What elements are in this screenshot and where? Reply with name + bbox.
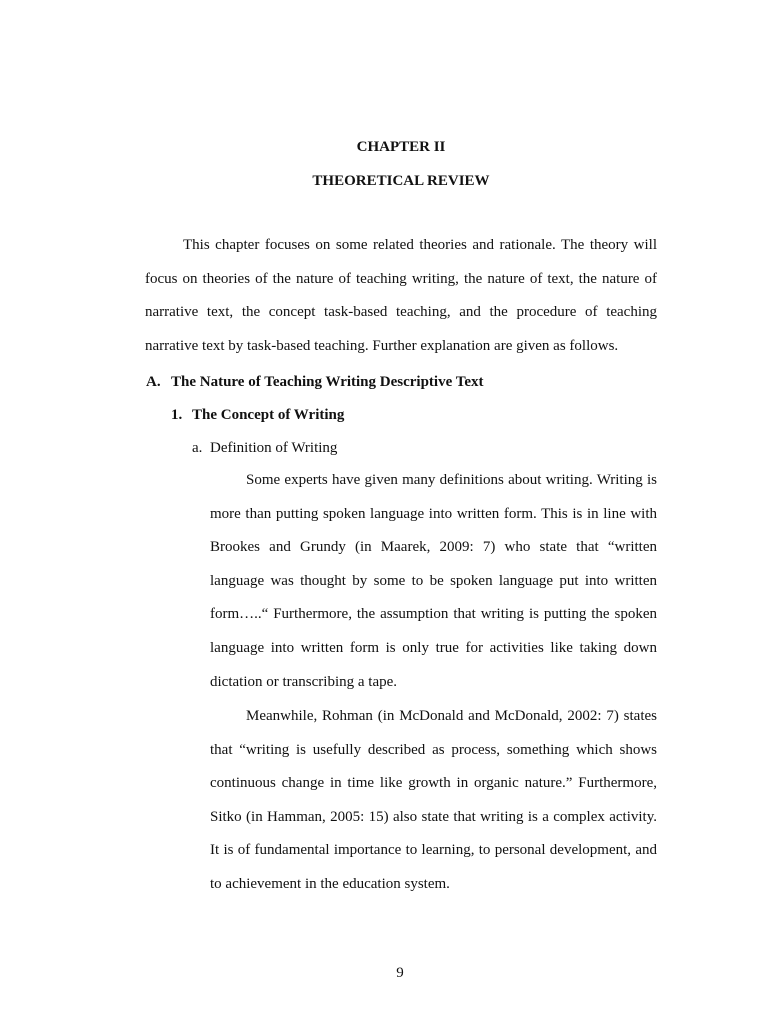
definition-paragraph-2: Meanwhile, Rohman (in McDonald and McDonald, 2002: 7) states that “writing is usefully described as process, something which shows continuous change in time like growth in organic nature.” Furthermore, Sitko (in Hamman, 2005: 15) also state that writing is a complex activity. It is of fundamental importance to learning, to personal development, and to achievement in the education system. [210,708,657,892]
item-a-title: Definition of Writing [210,440,338,456]
page-number: 9 [396,965,404,981]
item-a-marker: a. [192,440,203,456]
subsection-1-heading [171,406,344,424]
chapter-title: THEORETICAL REVIEW [312,173,490,189]
intro-paragraph: This chapter focuses on some related theories and rationale. The theory will focus on theories of the nature of teaching writing, the nature of text, the nature of narrative text, the concept task-based teaching, and the procedure of teaching narrative text by task-based teaching. Further explanation are given as follows. [145,237,657,354]
definition-paragraph-1: Some experts have given many definitions about writing. Writing is more than putting spoken language into written form. This is in line with Brookes and Grundy (in Maarek, 2009: 7) who state that “written language was thought by some to be spoken language put into written form…..“ Furthermore, the assumption that writing is putting the spoken language into written form is only true for activities like taking down dictation or transcribing a tape. [210,472,657,690]
section-a-marker: A. [146,374,161,390]
subsection-1-marker: 1. [171,407,183,423]
item-a-heading [192,439,337,457]
section-a-heading [146,373,484,391]
section-a-title: The Nature of Teaching Writing Descriptive Text [171,374,484,390]
subsection-1-title: The Concept of Writing [192,407,345,423]
chapter-number: CHAPTER II [356,139,446,155]
